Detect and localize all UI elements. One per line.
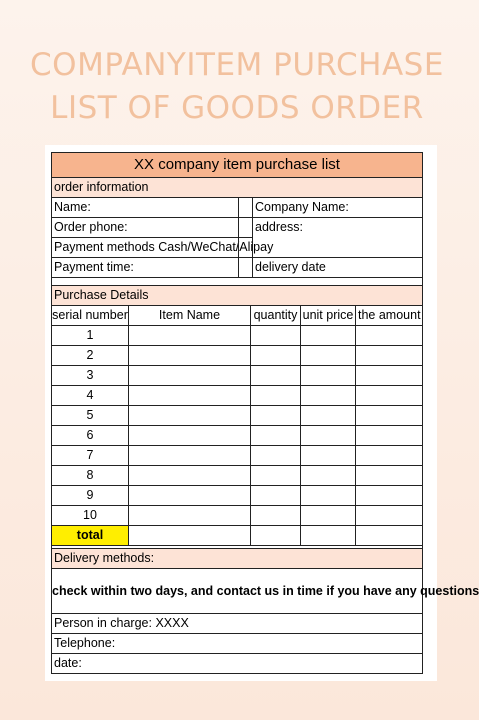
table-row (52, 505, 422, 525)
item-name-cell[interactable] (128, 466, 250, 485)
table-header-row (52, 305, 422, 325)
date-row (52, 653, 422, 674)
quantity-cell[interactable] (250, 346, 300, 365)
name-label: Name: (54, 200, 91, 214)
item-name-cell[interactable] (128, 366, 250, 385)
date-label: date: (54, 656, 82, 670)
amount-cell[interactable] (355, 486, 422, 505)
delivery-methods-header (52, 548, 422, 568)
col-serial-number: serial number (52, 308, 128, 322)
total-label: total (52, 526, 128, 545)
amount-cell[interactable] (355, 326, 422, 345)
notice-row (52, 568, 479, 613)
amount-cell[interactable] (355, 466, 422, 485)
quantity-cell[interactable] (250, 486, 300, 505)
total-unit-price-cell[interactable] (300, 526, 355, 545)
serial-cell: 6 (86, 428, 94, 442)
serial-cell: 10 (83, 508, 97, 522)
name-row (52, 197, 422, 217)
unit-price-cell[interactable] (300, 346, 355, 365)
table-row (52, 385, 422, 405)
delivery-methods-label: Delivery methods: (54, 551, 155, 565)
unit-price-cell[interactable] (300, 386, 355, 405)
purchase-details-header (52, 285, 422, 305)
page-title-line-2: LIST OF GOODS ORDER (50, 90, 424, 126)
delivery-date-label: delivery date (252, 258, 422, 277)
person-row (52, 613, 422, 633)
amount-cell[interactable] (355, 426, 422, 445)
unit-price-cell[interactable] (300, 366, 355, 385)
table-row (52, 345, 422, 365)
serial-cell: 1 (86, 328, 94, 342)
quantity-cell[interactable] (250, 366, 300, 385)
payment-time-spacer (238, 258, 252, 277)
col-unit-price: unit price (300, 306, 355, 325)
table-row (52, 325, 422, 345)
form-title: XX company item purchase list (134, 156, 340, 173)
company-name-label: Company Name: (252, 198, 422, 217)
table-row (52, 365, 422, 385)
total-row (52, 525, 422, 545)
quantity-cell[interactable] (250, 466, 300, 485)
item-name-cell[interactable] (128, 446, 250, 465)
notice-text: check within two days, and contact us in time if you have any questions (52, 584, 479, 598)
table-row (52, 485, 422, 505)
item-name-cell[interactable] (128, 506, 250, 525)
unit-price-cell[interactable] (300, 446, 355, 465)
payment-methods-row (52, 237, 274, 257)
amount-cell[interactable] (355, 406, 422, 425)
quantity-cell[interactable] (250, 506, 300, 525)
item-name-cell[interactable] (128, 406, 250, 425)
serial-cell: 2 (86, 348, 94, 362)
order-phone-spacer (238, 218, 252, 237)
unit-price-cell[interactable] (300, 486, 355, 505)
purchase-details-label: Purchase Details (54, 288, 149, 302)
quantity-cell[interactable] (250, 406, 300, 425)
address-label: address: (252, 218, 422, 257)
table-row (52, 465, 422, 485)
payment-time-label: Payment time: (54, 260, 134, 274)
order-info-header (52, 177, 422, 197)
unit-price-cell[interactable] (300, 326, 355, 345)
payment-methods-label: Payment methods Cash/WeChat/Alipay (54, 240, 274, 254)
amount-cell[interactable] (355, 506, 422, 525)
item-name-cell[interactable] (128, 426, 250, 445)
unit-price-cell[interactable] (300, 506, 355, 525)
name-spacer (238, 198, 252, 217)
unit-price-cell[interactable] (300, 426, 355, 445)
person-in-charge-label: Person in charge: XXXX (54, 616, 189, 630)
col-the-amount: the amount (355, 306, 422, 325)
order-phone-label: Order phone: (54, 220, 128, 234)
payment-methods-spacer (238, 238, 252, 257)
table-row (52, 405, 422, 425)
quantity-cell[interactable] (250, 326, 300, 345)
telephone-label: Telephone: (54, 636, 116, 650)
total-item-cell[interactable] (128, 526, 250, 545)
address-cell (252, 217, 422, 257)
table-row (52, 425, 422, 445)
quantity-cell[interactable] (250, 426, 300, 445)
payment-time-row (52, 257, 422, 277)
amount-cell[interactable] (355, 386, 422, 405)
unit-price-cell[interactable] (300, 466, 355, 485)
order-info-label: order information (54, 180, 149, 194)
table-row (52, 445, 422, 465)
serial-cell: 9 (86, 488, 94, 502)
serial-cell: 4 (86, 388, 94, 402)
col-item-name: Item Name (128, 306, 250, 325)
amount-cell[interactable] (355, 446, 422, 465)
page-title-line-1: COMPANYITEM PURCHASE (30, 47, 444, 83)
serial-cell: 8 (86, 468, 94, 482)
serial-cell: 3 (86, 368, 94, 382)
amount-cell[interactable] (355, 346, 422, 365)
item-name-cell[interactable] (128, 486, 250, 505)
serial-cell: 5 (86, 408, 94, 422)
item-name-cell[interactable] (128, 326, 250, 345)
telephone-row (52, 633, 422, 653)
form-title-row (52, 153, 422, 177)
quantity-cell[interactable] (250, 446, 300, 465)
quantity-cell[interactable] (250, 386, 300, 405)
serial-cell: 7 (86, 448, 94, 462)
col-quantity: quantity (250, 306, 300, 325)
purchase-form (51, 152, 479, 674)
total-amount-cell[interactable] (355, 526, 422, 545)
amount-cell[interactable] (355, 366, 422, 385)
item-name-cell[interactable] (128, 346, 250, 365)
unit-price-cell[interactable] (300, 406, 355, 425)
total-quantity-cell[interactable] (250, 526, 300, 545)
item-name-cell[interactable] (128, 386, 250, 405)
